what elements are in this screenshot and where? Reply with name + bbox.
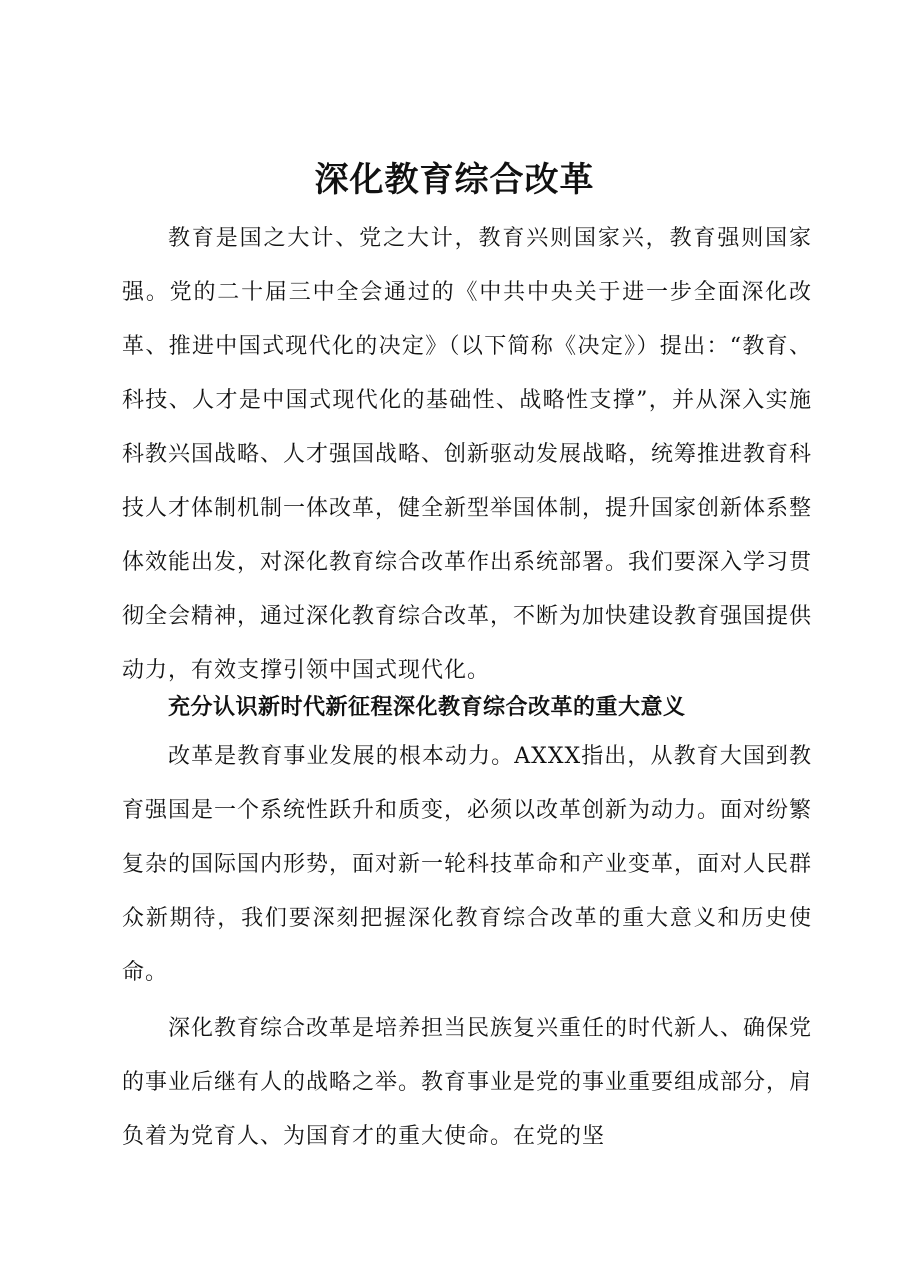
intro-paragraph: 教育是国之大计、党之大计，教育兴则国家兴，教育强则国家强。党的二十届三中全会通过的《中共中央关于进一步全面深化改革、推进中国式现代化的决定》（以下简称《决定》）提出：“教育、科技、人才是中国式现代化的基础性、战略性支撑”，并从深入实施科教兴国战略、人才强国战略、创新驱动发展战略，统筹推进教育科技人才体制机制一体改革，健全新型举国体制，提升国家创新体系整体效能出发，对深化教育综合改革作出系统部署。我们要深入学习贯彻全会精神，通过深化教育综合改革，不断为加快建设教育强国提供动力，有效支撑引领中国式现代化。 xyxy=(122,226,813,683)
document-title: 深化教育综合改革 xyxy=(314,160,595,200)
section-paragraph-2: 深化教育综合改革是培养担当民族复兴重任的时代新人、确保党的事业后继有人的战略之举。教育事业是党的事业重要组成部分，肩负着为党育人、为国育才的重大使命。在党的坚 xyxy=(122,1016,813,1149)
section-paragraph-1: 改革是教育事业发展的根本动力。AXXX指出，从教育大国到教育强国是一个系统性跃升和质变，必须以改革创新为动力。面对纷繁复杂的国际国内形势，面对新一轮科技革命和产业变革，面对人民群众新期待，我们要深刻把握深化教育综合改革的重大意义和历史使命。 xyxy=(122,744,813,985)
section-heading: 充分认识新时代新征程深化教育综合改革的重大意义 xyxy=(168,695,686,720)
